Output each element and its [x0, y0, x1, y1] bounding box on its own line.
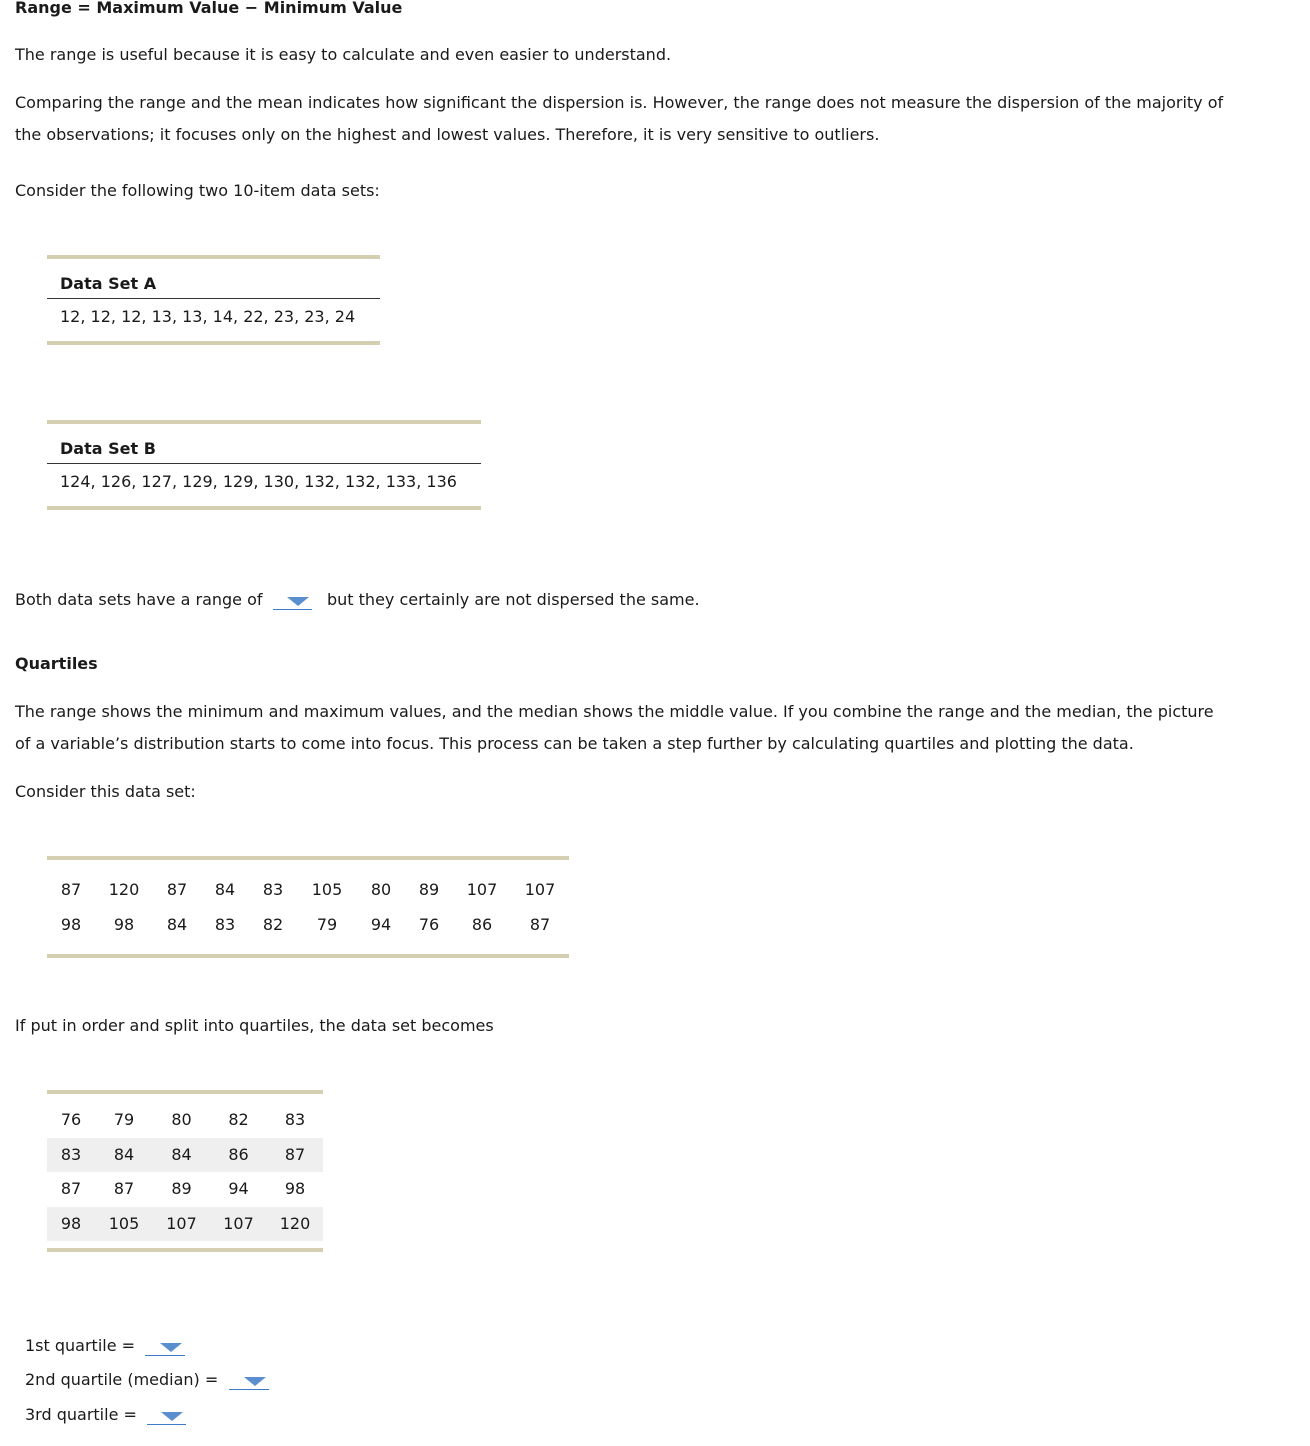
range-useful-text: The range is useful because it is easy to calculate and even easier to understand. [15, 45, 672, 64]
ordered-cell: 120 [267, 1207, 323, 1242]
raw-data-row [47, 873, 569, 908]
data-set-a-values: 12, 12, 12, 13, 13, 14, 22, 23, 23, 24 [60, 307, 356, 326]
quartiles-heading: Quartiles [15, 654, 98, 673]
data-set-b-values: 124, 126, 127, 129, 129, 130, 132, 132, 133, 136 [60, 472, 457, 491]
raw-cell: 89 [418, 880, 440, 900]
q1-dropdown[interactable] [145, 1339, 185, 1356]
ordered-cell: 80 [171, 1110, 192, 1130]
chevron-down-icon [160, 1343, 182, 1352]
raw-cell: 83 [214, 914, 236, 934]
raw-cell: 84 [214, 880, 236, 900]
q3-dropdown[interactable] [147, 1408, 186, 1425]
ordered-cell: 84 [95, 1138, 153, 1173]
ordered-cell: 82 [228, 1110, 249, 1130]
ordered-cell: 83 [47, 1138, 95, 1173]
ordered-data-row [47, 1207, 323, 1242]
raw-cell: 87 [529, 914, 551, 934]
range-dropdown[interactable] [273, 593, 312, 610]
raw-cell: 87 [60, 880, 82, 900]
data-set-a-title: Data Set A [47, 259, 380, 299]
ordered-cell: 84 [153, 1138, 210, 1173]
raw-cell: 80 [370, 880, 392, 900]
ordered-data-row [47, 1103, 323, 1138]
q2-dropdown[interactable] [229, 1373, 269, 1390]
ordered-cell: 89 [171, 1179, 192, 1199]
q2-label: 2nd quartile (median) = [25, 1370, 219, 1389]
raw-cell: 98 [60, 914, 82, 934]
chevron-down-icon [287, 597, 309, 606]
ordered-cell: 98 [47, 1207, 95, 1242]
raw-cell: 87 [166, 880, 188, 900]
comparing-text-line1: Comparing the range and the mean indicates how significant the dispersion is. However, the range does not measure the dispersion of the majority of [15, 93, 1224, 112]
data-set-b-title: Data Set B [47, 424, 481, 464]
consider-this-text: Consider this data set: [15, 782, 196, 801]
ordered-cell: 94 [228, 1179, 249, 1199]
raw-cell: 120 [108, 880, 140, 900]
raw-cell: 107 [524, 880, 556, 900]
chevron-down-icon [244, 1377, 266, 1386]
data-set-b-table [47, 420, 481, 510]
raw-data-table [47, 856, 569, 958]
raw-cell: 84 [166, 914, 188, 934]
raw-cell: 82 [262, 914, 284, 934]
range-sentence-before: Both data sets have a range of [15, 590, 263, 609]
ordered-cell: 76 [60, 1110, 82, 1130]
q3-label: 3rd quartile = [25, 1405, 137, 1424]
data-set-a-table [47, 255, 380, 345]
ordered-intro-text: If put in order and split into quartiles, the data set becomes [15, 1016, 494, 1035]
ordered-cell: 105 [95, 1207, 153, 1242]
ordered-data-row [47, 1138, 323, 1173]
raw-data-row [47, 908, 569, 943]
ordered-cell: 79 [113, 1110, 135, 1130]
ordered-cell: 107 [153, 1207, 210, 1242]
raw-cell: 107 [466, 880, 498, 900]
ordered-cell: 87 [60, 1179, 82, 1199]
raw-cell: 98 [113, 914, 135, 934]
ordered-cell: 87 [113, 1179, 135, 1199]
range-formula: Range = Maximum Value − Minimum Value [15, 0, 403, 17]
ordered-data-table [47, 1090, 323, 1252]
raw-cell: 86 [471, 914, 493, 934]
range-sentence-after: but they certainly are not dispersed the same. [327, 590, 700, 609]
ordered-cell: 98 [284, 1179, 306, 1199]
ordered-cell: 86 [210, 1138, 267, 1173]
comparing-text-line2: the observations; it focuses only on the highest and lowest values. Therefore, it is very sensitive to outliers. [15, 125, 880, 144]
raw-cell: 94 [370, 914, 392, 934]
raw-cell: 105 [311, 880, 343, 900]
consider-two-sets-text: Consider the following two 10-item data sets: [15, 181, 380, 200]
ordered-cell: 107 [210, 1207, 267, 1242]
ordered-data-row [47, 1172, 323, 1207]
ordered-cell: 83 [284, 1110, 306, 1130]
raw-cell: 79 [316, 914, 338, 934]
quartiles-text-line2: of a variable’s distribution starts to come into focus. This process can be taken a step further by calculating quartiles and plotting the data. [15, 734, 1134, 753]
quartiles-text-line1: The range shows the minimum and maximum values, and the median shows the middle value. If you combine the range and the median, the picture [15, 702, 1214, 721]
q1-label: 1st quartile = [25, 1336, 136, 1355]
chevron-down-icon [161, 1412, 183, 1421]
raw-cell: 83 [262, 880, 284, 900]
ordered-cell: 87 [267, 1138, 323, 1173]
raw-cell: 76 [418, 914, 440, 934]
